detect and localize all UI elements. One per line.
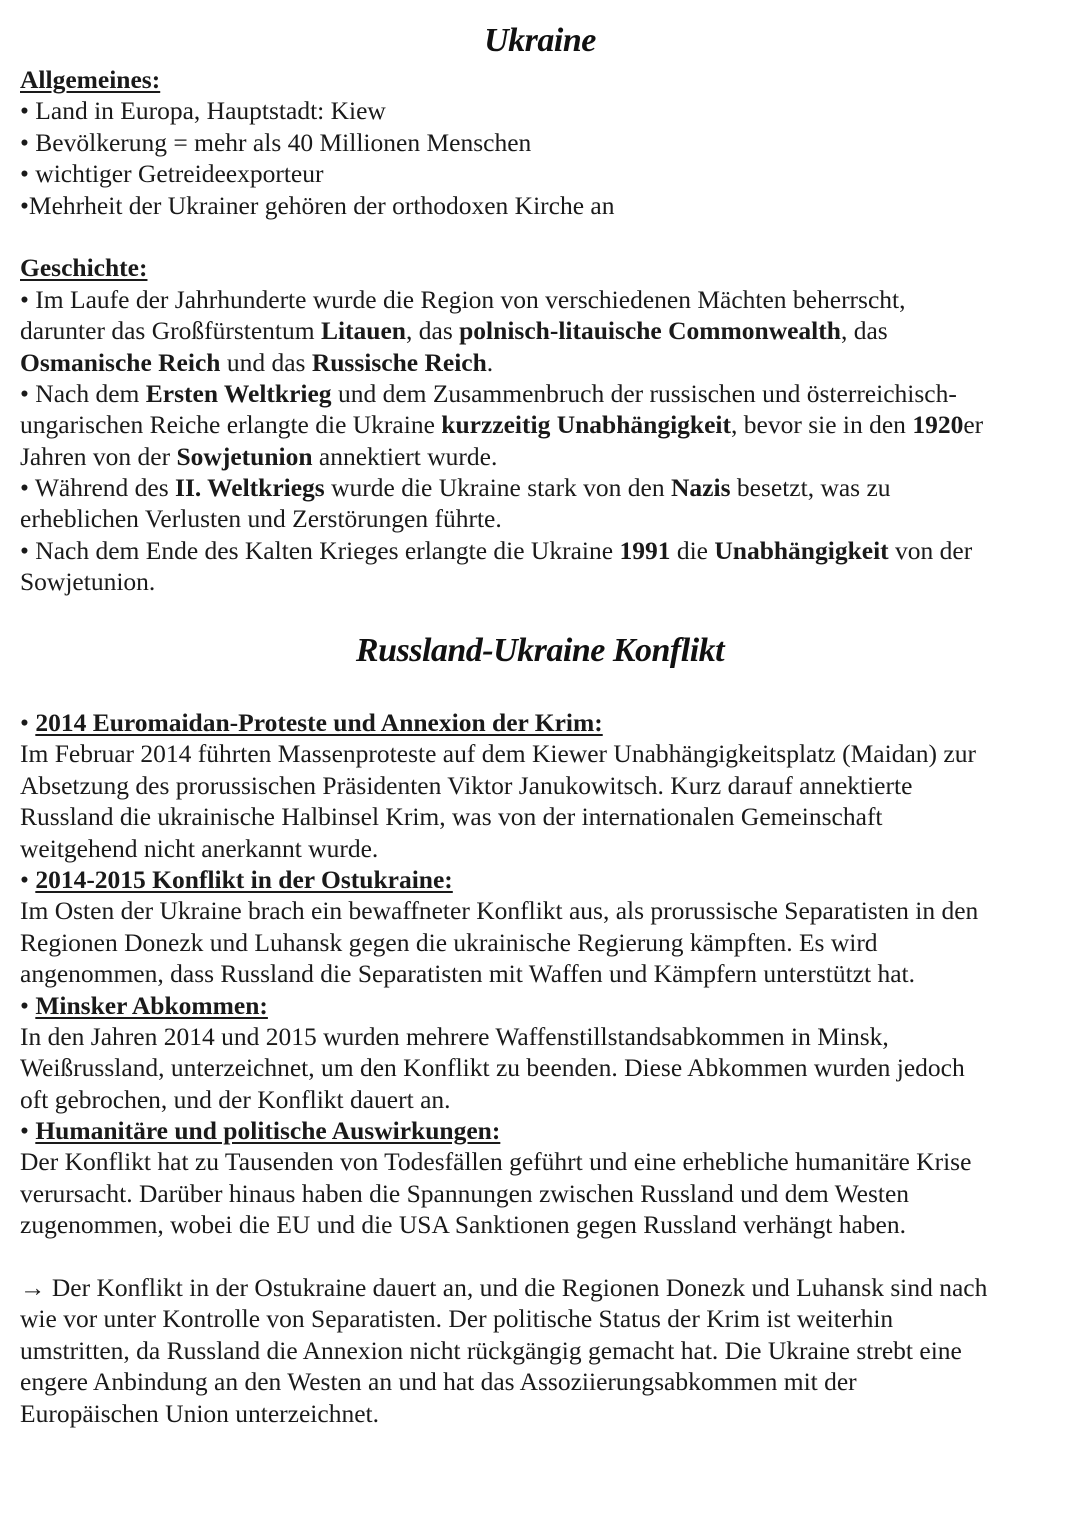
text-line [20,1209,1070,1240]
text-segment: wie vor unter Kontrolle von Separatisten. Der politische Status der Krim ist weiterhin [20,1304,894,1334]
text-line [20,895,1070,926]
bold-term: Nazis [671,473,731,503]
text-line [20,221,1070,252]
bold-term: kurzzeitig Unabhängigkeit [441,410,732,440]
text-segment: • Nach dem [20,378,146,408]
general-and-history-section [20,64,1070,598]
text-segment: er [963,410,984,440]
text-segment: weitgehend nicht anerkannt wurde. [20,833,379,863]
text-segment: . [486,347,494,377]
text-segment: engere Anbindung an den Westen an und hat das Assoziierungsabkommen mit der [20,1367,857,1397]
text-line [20,566,1070,597]
text-segment: die [670,535,715,565]
text-segment: Absetzung des prorussischen Präsidenten Viktor Janukowitsch. Kurz darauf annektierte [20,770,913,800]
text-segment: Jahren von der [20,441,177,471]
text-segment: Sowjetunion. [20,567,156,597]
text-segment: Regionen Donezk und Luhansk gegen die ukrainische Regierung kämpften. Es wird [20,927,878,957]
text-segment: Im Februar 2014 führten Massenproteste auf dem Kiewer Unabhängigkeitsplatz (Maidan) zur [20,739,976,769]
text-segment: und das [220,347,312,377]
bold-term: Russische Reich [311,347,487,377]
text-segment: In den Jahren 2014 und 2015 wurden mehrere Waffenstillstandsabkommen in Minsk, [20,1021,889,1051]
text-segment: , das [406,316,460,346]
text-line [20,1398,1070,1429]
section-heading: 2014 Euromaidan-Proteste und Annexion der Krim: [35,708,603,737]
text-segment: Europäischen Union unterzeichnet. [20,1398,379,1428]
text-line [20,864,1070,895]
text-segment: • Nach dem Ende des Kalten Krieges erlangte die Ukraine [20,535,620,565]
conflict-section [20,707,1070,1429]
text-segment: •Mehrheit der Ukrainer gehören der orthodoxen Kirche an [20,190,615,220]
text-segment: , bevor sie in den [731,410,913,440]
section-heading: Allgemeines: [20,65,161,94]
bold-term: polnisch-litauische Commonwealth [459,316,841,346]
text-line [20,833,1070,864]
text-line [20,441,1070,472]
text-segment: besetzt, was zu [730,473,891,503]
text-line [20,1115,1070,1146]
text-line [20,315,1070,346]
text-line [20,707,1070,738]
bold-term: 1920 [912,410,964,440]
text-segment: → Der Konflikt in der Ostukraine dauert an, und die Regionen Donezk und Luhansk sind nach [20,1273,988,1303]
text-segment [20,222,26,251]
text-line [20,1052,1070,1083]
text-line [20,64,1070,95]
text-line [20,770,1070,801]
bold-term: Ersten Weltkrieg [145,378,332,408]
text-line [20,1241,1070,1272]
bold-term: II. Weltkriegs [175,473,325,503]
text-line [20,1178,1070,1209]
page-title: Ukraine [484,22,596,59]
section-heading: Humanitäre und politische Auswirkungen: [35,1116,501,1146]
text-line [20,927,1070,958]
text-line [20,127,1070,158]
section-heading: Minsker Abkommen: [35,990,268,1020]
text-line [20,1084,1070,1115]
section-heading: 2014-2015 Konflikt in der Ostukraine: [35,864,453,894]
text-line [20,801,1070,832]
text-line [20,1366,1070,1397]
section-heading: Geschichte: [20,253,148,283]
text-segment: • [20,708,36,737]
text-segment: • [20,864,36,894]
conflict-title: Russland-Ukraine Konflikt [355,632,725,669]
text-segment: ungarischen Reiche erlangte die Ukraine [20,410,442,440]
text-segment [20,1242,26,1271]
text-line [20,347,1070,378]
text-line [20,990,1070,1021]
text-line [20,503,1070,534]
text-segment: • Im Laufe der Jahrhunderte wurde die Region von verschiedenen Mächten beherrscht, [20,284,906,314]
text-segment: • [20,990,36,1020]
text-line [20,95,1070,126]
text-segment: angenommen, dass Russland die Separatisten mit Waffen und Kämpfern unterstützt hat. [20,959,915,989]
bold-term: Sowjetunion [176,441,313,471]
text-segment: • Bevölkerung = mehr als 40 Millionen Menschen [20,127,532,157]
text-line [20,190,1070,221]
text-line [20,378,1070,409]
text-segment: Der Konflikt hat zu Tausenden von Todesfällen geführt und eine erhebliche humanitäre Krise [20,1147,972,1177]
text-segment: verursacht. Darüber hinaus haben die Spannungen zwischen Russland und dem Westen [20,1178,910,1208]
text-line [20,158,1070,189]
text-segment: Im Osten der Ukraine brach ein bewaffneter Konflikt aus, als prorussische Separatisten in den [20,896,979,926]
text-segment: • [20,1116,36,1146]
text-segment: umstritten, da Russland die Annexion nicht rückgängig gemacht hat. Die Ukraine strebt eine [20,1335,962,1365]
text-line [20,472,1070,503]
text-segment: • Land in Europa, Hauptstadt: Kiew [20,96,386,126]
text-segment: oft gebrochen, und der Konflikt dauert an. [20,1084,451,1114]
bold-term: Unabhängigkeit [714,535,889,565]
text-line [20,1146,1070,1177]
text-line [20,958,1070,989]
bold-term: Litauen [320,316,406,346]
text-segment: Russland die ukrainische Halbinsel Krim, was von der internationalen Gemeinschaft [20,802,883,832]
text-segment: • Während des [20,473,176,503]
text-segment: wurde die Ukraine stark von den [324,473,672,503]
text-segment: und dem Zusammenbruch der russischen und österreichisch- [331,378,957,408]
text-line [20,1335,1070,1366]
text-line [20,1021,1070,1052]
text-segment: • wichtiger Getreideexporteur [20,159,324,189]
text-line [20,1272,1070,1303]
text-segment: , das [840,316,888,346]
text-segment: zugenommen, wobei die EU und die USA Sanktionen gegen Russland verhängt haben. [20,1210,906,1240]
text-segment: von der [888,535,973,565]
text-segment: annektiert wurde. [312,441,498,471]
text-line [20,252,1070,283]
bold-term: Osmanische Reich [20,347,221,377]
text-segment: darunter das Großfürstentum [20,316,321,346]
text-line [20,1303,1070,1334]
bold-term: 1991 [619,535,671,565]
text-line [20,409,1070,440]
text-segment: erheblichen Verlusten und Zerstörungen führte. [20,504,502,534]
text-line [20,738,1070,769]
text-line [20,535,1070,566]
text-segment: Weißrussland, unterzeichnet, um den Konflikt zu beenden. Diese Abkommen wurden jedoch [20,1053,965,1083]
text-line [20,284,1070,315]
